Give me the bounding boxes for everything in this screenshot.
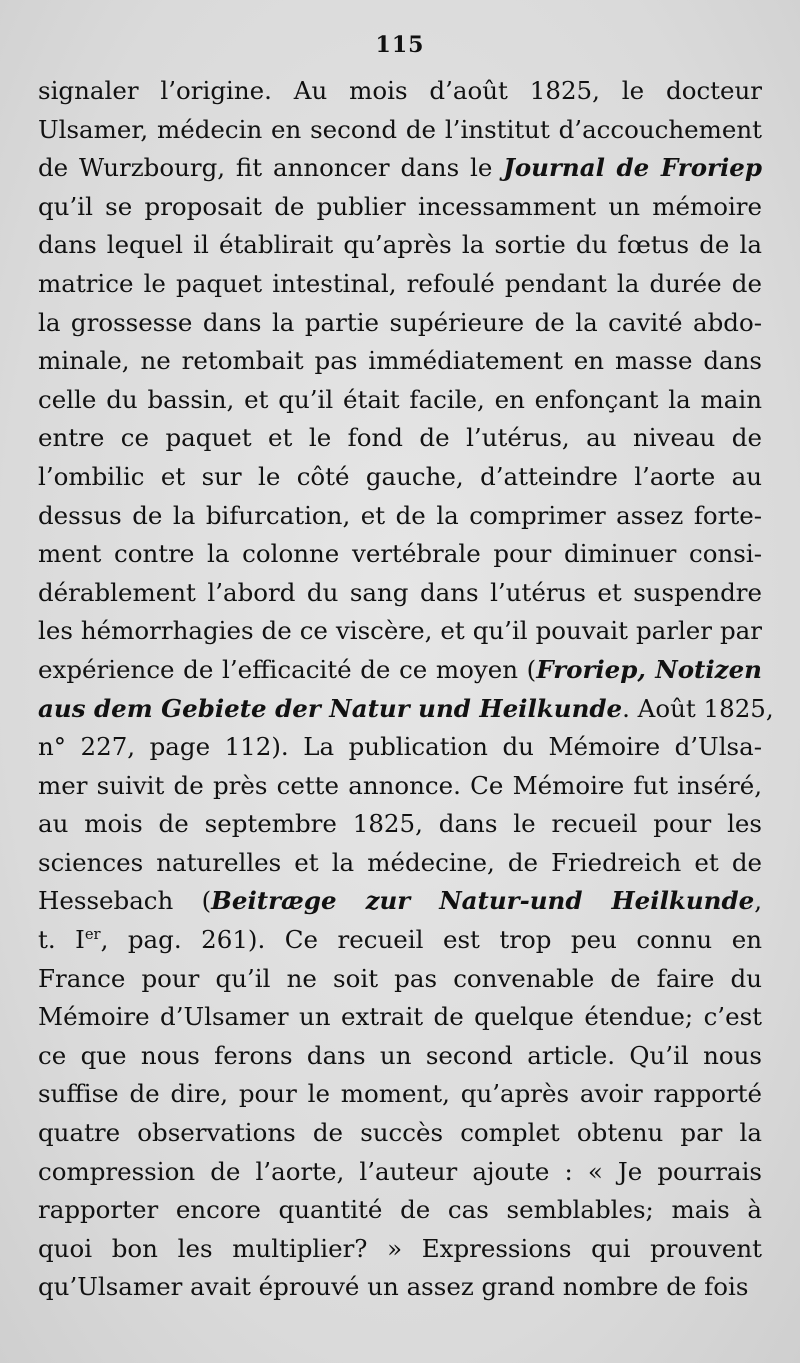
text-segment: dessus de la bifurcation, et de la comprimer assez forte-: [38, 500, 762, 530]
text-segment: Ulsamer, médecin en second de l’institut d’accouchement: [38, 114, 762, 144]
text-line: [38, 882, 762, 921]
text-segment: sciences naturelles et la médecine, de Friedreich et de: [38, 847, 762, 877]
text-segment: expérience de l’efficacité de ce moyen (: [38, 654, 537, 684]
text-line: [38, 111, 762, 150]
italic-text: Beitræge zur Natur-und Heilkunde: [211, 886, 755, 916]
text-line: [38, 651, 762, 690]
text-line: [38, 342, 762, 381]
text-line: [38, 767, 762, 806]
text-line: [38, 1153, 762, 1192]
text-segment: rapporter encore quantité de cas semblables; mais à: [38, 1195, 762, 1225]
text-segment: dérablement l’abord du sang dans l’utérus et suspendre: [38, 577, 762, 607]
text-line: [38, 728, 762, 767]
text-segment: n° 227, page 112). La publication du Mémoire d’Ulsa-: [38, 732, 762, 762]
text-line: [38, 612, 762, 651]
text-segment: qu’Ulsamer avait éprouvé un assez grand nombre de fois: [38, 1272, 749, 1302]
text-segment: . Août 1825,: [622, 693, 774, 723]
text-segment: , pag. 261). Ce recueil est trop peu connu en: [100, 925, 762, 955]
italic-text: Froriep, Notizen: [536, 654, 762, 684]
text-line: [38, 574, 762, 613]
text-segment: quoi bon les multiplier? » Expressions qui prouvent: [38, 1233, 762, 1263]
text-line: [38, 1114, 762, 1153]
text-line: [38, 1230, 762, 1269]
text-line: [38, 1075, 762, 1114]
text-segment: mer suivit de près cette annonce. Ce Mémoire fut inséré,: [38, 770, 762, 800]
text-line: [38, 960, 762, 999]
text-segment: suffise de dire, pour le moment, qu’après avoir rapporté: [38, 1079, 762, 1109]
text-segment: les hémorrhagies de ce viscère, et qu’il pouvait parler par: [38, 616, 762, 646]
italic-text: aus dem Gebiete der Natur und Heilkunde: [38, 693, 623, 723]
text-segment: la grossesse dans la partie supérieure de la cavité abdo-: [38, 307, 762, 337]
text-segment: au mois de septembre 1825, dans le recueil pour les: [38, 809, 762, 839]
text-segment: qu’il se proposait de publier incessamment un mémoire: [38, 191, 762, 221]
text-line: [38, 844, 762, 883]
text-segment: ment contre la colonne vertébrale pour diminuer consi-: [38, 539, 762, 569]
text-line: [38, 1191, 762, 1230]
text-segment: entre ce paquet et le fond de l’utérus, au niveau de: [38, 423, 762, 453]
text-line: [38, 381, 762, 420]
body-text: [38, 72, 774, 1307]
text-segment: signaler l’origine. Au mois d’août 1825, le docteur: [38, 76, 762, 105]
text-line: [38, 921, 762, 960]
text-segment: quatre observations de succès complet obtenu par la: [38, 1118, 762, 1148]
text-segment: celle du bassin, et qu’il était facile, en enfonçant la main: [38, 384, 762, 414]
text-segment: dans lequel il établirait qu’après la sortie du fœtus de la: [38, 230, 762, 260]
text-line: [38, 188, 762, 227]
text-line: [38, 149, 762, 188]
text-segment: Mémoire d’Ulsamer un extrait de quelque étendue; c’est: [38, 1002, 762, 1032]
text-line: [38, 304, 762, 343]
text-line: [38, 226, 762, 265]
text-line: [38, 690, 774, 729]
text-line: [38, 535, 762, 574]
text-line: [38, 72, 762, 111]
text-segment: ce que nous ferons dans un second article. Qu’il nous: [38, 1040, 762, 1070]
text-segment: t. I: [38, 925, 85, 955]
superscript-text: er: [84, 925, 101, 943]
text-line: [38, 805, 762, 844]
text-line: [38, 265, 762, 304]
text-line: [38, 1268, 762, 1307]
text-segment: de Wurzbourg, fit annoncer dans le: [38, 153, 504, 183]
text-line: [38, 497, 762, 536]
page-number: 115: [375, 32, 425, 58]
text-segment: ,: [754, 886, 762, 916]
text-line: [38, 419, 762, 458]
text-segment: France pour qu’il ne soit pas convenable de faire du: [38, 963, 762, 993]
text-line: [38, 458, 762, 497]
text-segment: compression de l’aorte, l’auteur ajoute : « Je pourrais: [38, 1156, 762, 1186]
text-segment: minale, ne retombait pas immédiatement en masse dans: [38, 346, 762, 376]
text-line: [38, 1037, 762, 1076]
text-segment: Hessebach (: [38, 886, 212, 916]
text-segment: matrice le paquet intestinal, refoulé pendant la durée de: [38, 268, 762, 298]
text-line: [38, 998, 762, 1037]
italic-text: Journal de Froriep: [503, 153, 762, 183]
text-segment: l’ombilic et sur le côté gauche, d’atteindre l’aorte au: [38, 461, 762, 491]
